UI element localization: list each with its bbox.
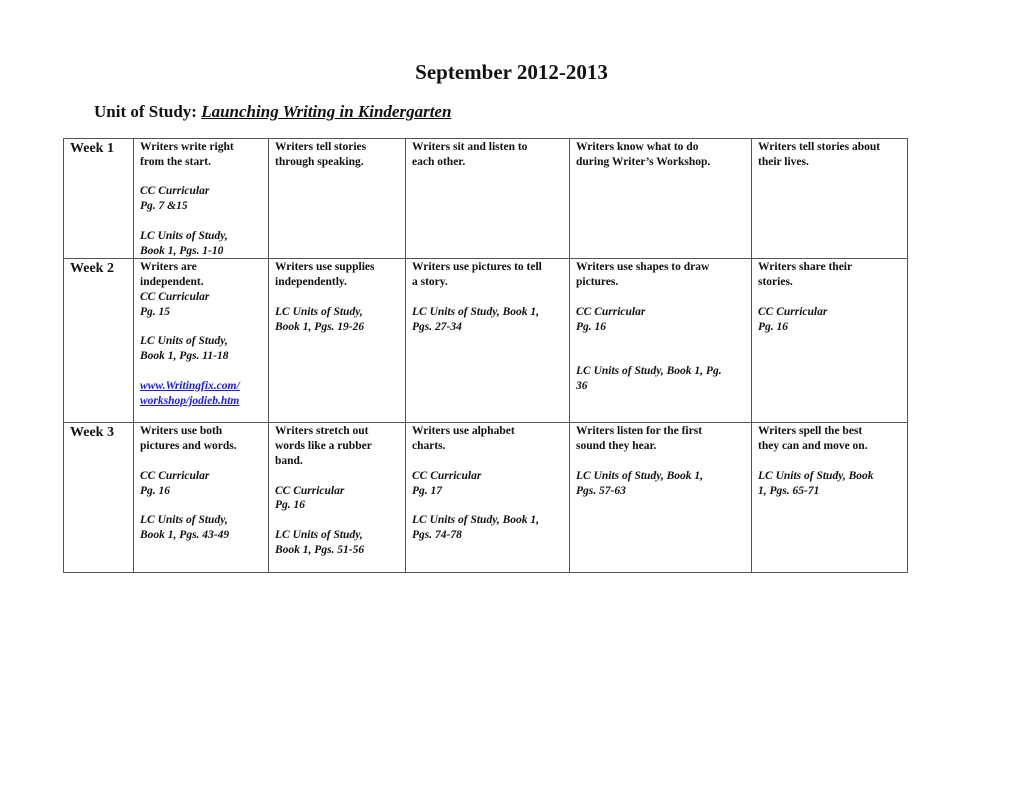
- lesson-title-line: Writers sit and listen to: [412, 141, 528, 153]
- table-row-week-3: [64, 423, 908, 573]
- reference-line: LC Units of Study,: [275, 528, 363, 541]
- lesson-title-line: their lives.: [758, 155, 809, 168]
- lesson-cell: [406, 423, 570, 573]
- lesson-title-line: sound they hear.: [576, 440, 657, 453]
- writingfix-link[interactable]: workshop/jodieb.htm: [140, 394, 240, 407]
- reference-line: LC Units of Study,: [140, 229, 228, 242]
- lesson-title-line: Writers use alphabet: [412, 425, 515, 438]
- writingfix-link[interactable]: www.Writingfix.com/: [140, 379, 240, 392]
- lesson-title-line: independently.: [275, 276, 347, 289]
- table-row-week-2: [64, 259, 908, 423]
- table-row-week-1: [64, 139, 908, 259]
- lesson-cell: [752, 423, 908, 573]
- reference-line: LC Units of Study, Book 1,: [412, 514, 540, 527]
- reference-line: LC Units of Study, Book 1, Pg.: [576, 364, 722, 377]
- lesson-title-line: they can and move on.: [758, 440, 868, 453]
- lesson-title-line: Writers listen for the first: [576, 425, 703, 438]
- reference-line: Pg. 17: [412, 484, 443, 497]
- lesson-title-line: Writers write right: [140, 141, 234, 153]
- reference-line: Book 1, Pgs. 51-56: [275, 543, 365, 556]
- unit-of-study-line: [94, 101, 451, 123]
- lesson-cell: [570, 139, 752, 259]
- lesson-title-line: stories.: [758, 276, 793, 289]
- weekly-schedule-table: [63, 138, 908, 573]
- lesson-title-line: a story.: [412, 276, 448, 289]
- lesson-title-line: Writers tell stories: [275, 141, 367, 153]
- lesson-cell: [269, 259, 406, 423]
- lesson-title-line: Writers share their: [758, 261, 853, 274]
- lesson-cell: [134, 423, 269, 573]
- lesson-title-line: charts.: [412, 440, 446, 453]
- lesson-cell: [752, 259, 908, 423]
- lesson-title-line: through speaking.: [275, 155, 364, 168]
- reference-line: Pg. 16: [275, 499, 306, 512]
- reference-line: Book 1, Pgs. 43-49: [140, 528, 230, 541]
- lesson-cell: [752, 139, 908, 259]
- page-title: September 2012-2013: [415, 60, 608, 84]
- reference-line: CC Curricular: [758, 305, 828, 318]
- lesson-title-line: each other.: [412, 155, 466, 168]
- reference-line: Book 1, Pgs. 11-18: [140, 350, 229, 363]
- lesson-title-line: pictures.: [576, 276, 619, 289]
- lesson-cell: [570, 423, 752, 573]
- reference-line: Pgs. 57-63: [576, 484, 626, 497]
- lesson-cell: [269, 423, 406, 573]
- lesson-title-line: Writers stretch out: [275, 425, 369, 438]
- week-label: Week 2: [64, 259, 134, 423]
- lesson-title-line: Writers are: [140, 261, 197, 274]
- reference-line: LC Units of Study,: [140, 335, 228, 348]
- lesson-title-line: words like a rubber: [275, 440, 372, 453]
- reference-line: LC Units of Study,: [140, 514, 228, 527]
- reference-line: CC Curricular: [140, 185, 210, 198]
- week-label: Week 3: [64, 423, 134, 573]
- lesson-title-line: band.: [275, 454, 303, 467]
- reference-line: Pg. 16: [576, 320, 607, 333]
- lesson-title-line: during Writer’s Workshop.: [576, 155, 711, 168]
- reference-line: LC Units of Study, Book: [758, 469, 874, 482]
- lesson-cell: [134, 139, 269, 259]
- lesson-title-line: Writers use shapes to draw: [576, 261, 710, 274]
- lesson-title-line: independent.: [140, 276, 204, 289]
- lesson-title-line: Writers spell the best: [758, 425, 863, 438]
- lesson-title-line: Writers use both: [140, 425, 223, 438]
- lesson-title-line: Writers use supplies: [275, 261, 375, 274]
- reference-line: Pg. 7 &15: [140, 200, 188, 213]
- reference-line: CC Curricular: [140, 290, 210, 303]
- lesson-cell: [134, 259, 269, 423]
- reference-line: CC Curricular: [140, 469, 210, 482]
- reference-line: LC Units of Study, Book 1,: [412, 305, 540, 318]
- reference-line: CC Curricular: [275, 484, 345, 497]
- week-label: Week 1: [64, 139, 134, 259]
- lesson-title-line: Writers know what to do: [576, 141, 699, 153]
- reference-line: 36: [576, 379, 588, 392]
- reference-line: Pg. 16: [758, 320, 789, 333]
- reference-line: Book 1, Pgs. 19-26: [275, 320, 365, 333]
- lesson-title-line: Writers tell stories about: [758, 141, 881, 153]
- lesson-cell: [570, 259, 752, 423]
- lesson-cell: [406, 139, 570, 259]
- reference-line: LC Units of Study,: [275, 305, 363, 318]
- lesson-title-line: pictures and words.: [140, 440, 237, 453]
- lesson-cell: [406, 259, 570, 423]
- reference-line: Pgs. 74-78: [412, 528, 462, 541]
- reference-line: Pg. 16: [140, 484, 171, 497]
- reference-line: CC Curricular: [576, 305, 646, 318]
- reference-line: 1, Pgs. 65-71: [758, 484, 820, 497]
- lesson-title-line: from the start.: [140, 155, 211, 168]
- unit-name: Launching Writing in Kindergarten: [201, 102, 452, 121]
- lesson-title-line: Writers use pictures to tell: [412, 261, 542, 274]
- reference-line: Book 1, Pgs. 1-10: [140, 244, 224, 257]
- lesson-cell: [269, 139, 406, 259]
- reference-line: Pgs. 27-34: [412, 320, 462, 333]
- unit-label: Unit of Study:: [94, 102, 197, 121]
- reference-line: Pg. 15: [140, 305, 171, 318]
- reference-line: LC Units of Study, Book 1,: [576, 469, 704, 482]
- reference-line: CC Curricular: [412, 469, 482, 482]
